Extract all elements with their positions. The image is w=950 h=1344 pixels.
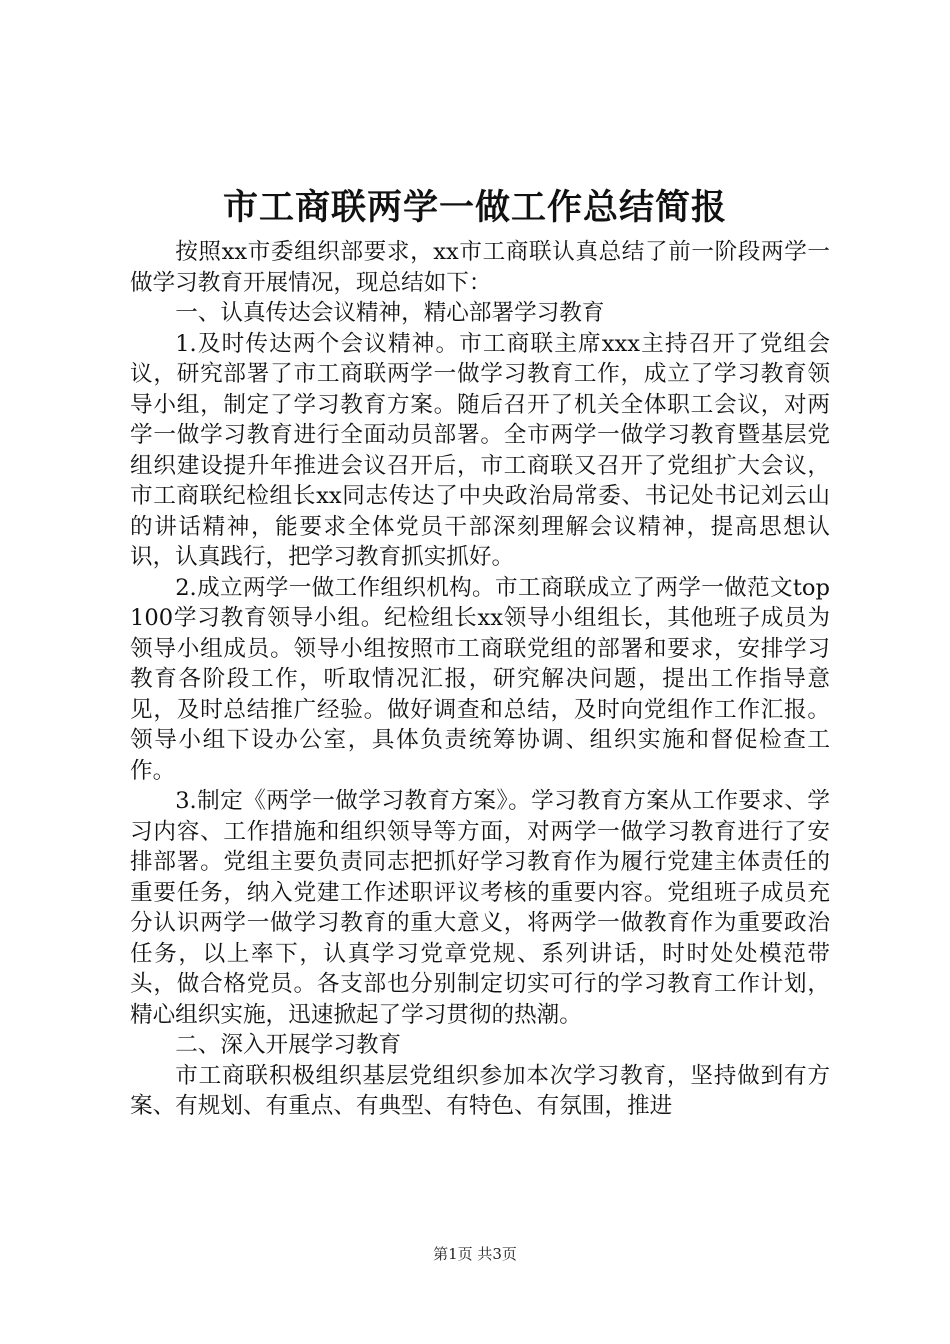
- document-title: 市工商联两学一做工作总结简报: [222, 187, 727, 228]
- paragraph-item-2: 2.成立两学一做工作组织机构。市工商联成立了两学一做范文top100学习教育领导小组。纪检组长xx领导小组组长，其他班子成员为领导小组成员。领导小组按照市工商联党组的部署和要求，安排学习教育各阶段工作，听取情况汇报，研究解决问题，提出工作指导意见，及时总结推广经验。做好调查和总结，及时向党组作工作汇报。领导小组下设办公室，具体负责统筹协调、组织实施和督促检查工作。: [130, 574, 830, 784]
- section-2-paragraph: 市工商联积极组织基层党组织参加本次学习教育，坚持做到有方案、有规划、有重点、有典型、有特色、有氛围，推进: [130, 1062, 830, 1119]
- page-footer: 第1页 共3页: [433, 1245, 517, 1263]
- intro-paragraph: 按照xx市委组织部要求，xx市工商联认真总结了前一阶段两学一做学习教育开展情况，现总结如下：: [130, 239, 830, 296]
- section-heading-1: 一、认真传达会议精神，精心部署学习教育: [175, 300, 605, 326]
- paragraph-item-1: 1.及时传达两个会议精神。市工商联主席xxx主持召开了党组会议，研究部署了市工商联两学一做学习教育工作，成立了学习教育领导小组，制定了学习教育方案。随后召开了机关全体职工会议，对两学一做学习教育进行全面动员部署。全市两学一做学习教育暨基层党组织建设提升年推进会议召开后，市工商联又召开了党组扩大会议，市工商联纪检组长xx同志传达了中央政治局常委、书记处书记刘云山的讲话精神，能要求全体党员干部深刻理解会议精神，提高思想认识，认真践行，把学习教育抓实抓好。: [130, 330, 830, 570]
- section-heading-2: 二、深入开展学习教育: [175, 1032, 402, 1058]
- paragraph-item-3: 3.制定《两学一做学习教育方案》。学习教育方案从工作要求、学习内容、工作措施和组织领导等方面，对两学一做学习教育进行了安排部署。党组主要负责同志把抓好学习教育作为履行党建主体责任的重要任务，纳入党建工作述职评议考核的重要内容。党组班子成员充分认识两学一做学习教育的重大意义，将两学一做教育作为重要政治任务，以上率下，认真学习党章党规、系列讲话，时时处处模范带头，做合格党员。各支部也分别制定切实可行的学习教育工作计划，精心组织实施，迅速掀起了学习贯彻的热潮。: [130, 788, 830, 1028]
- document-body: [130, 237, 830, 1122]
